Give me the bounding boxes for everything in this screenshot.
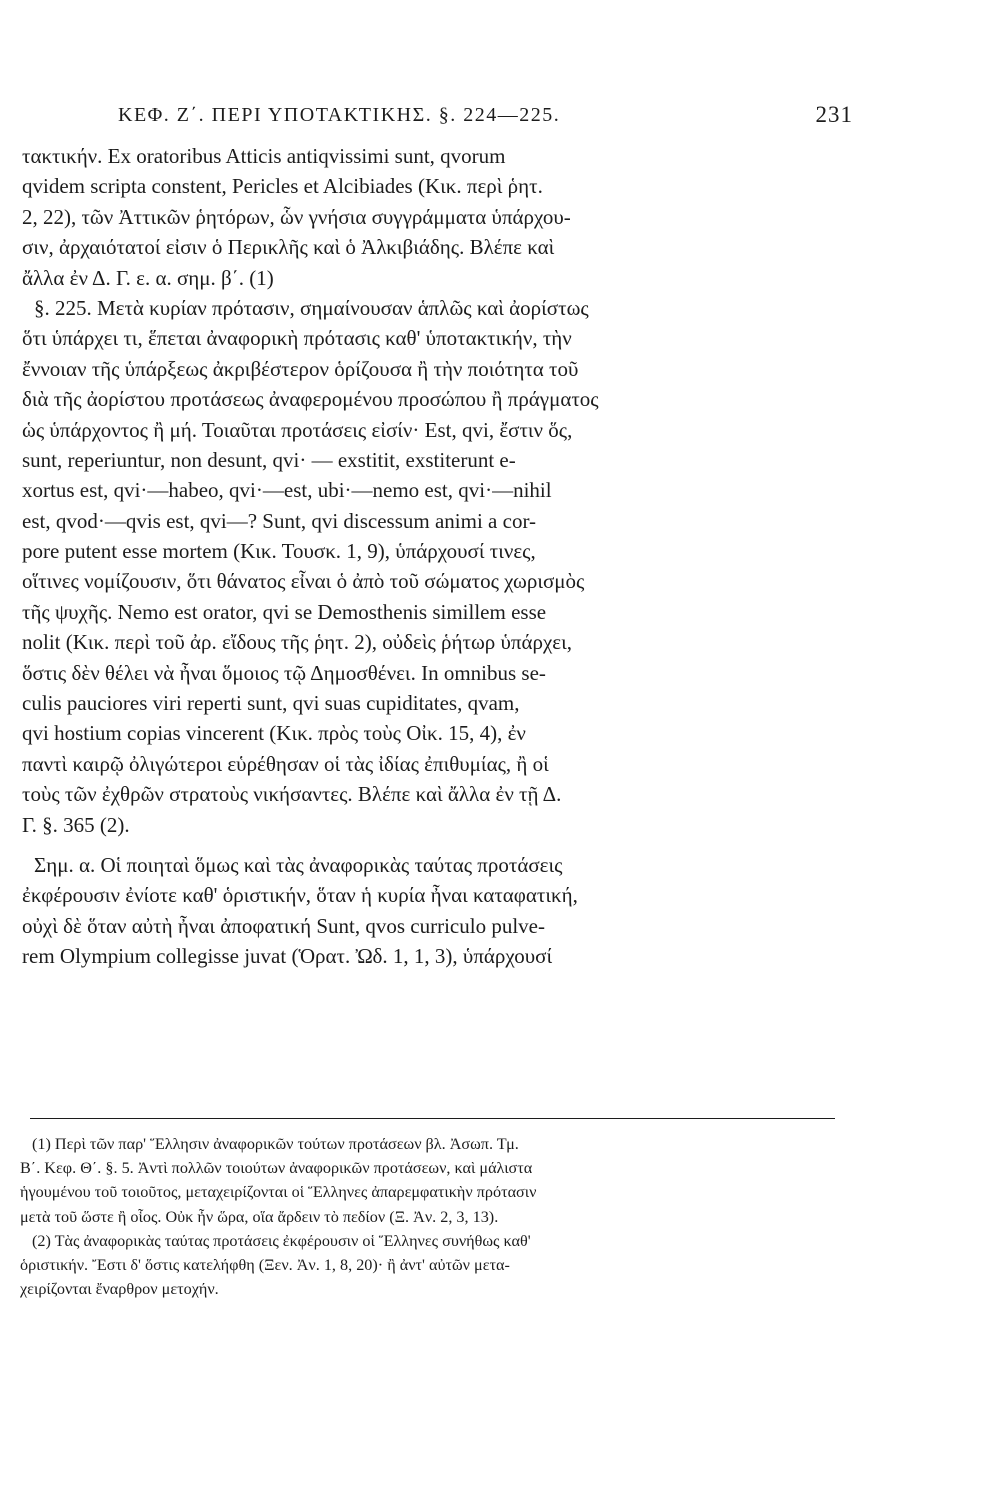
text-line: ὡς ὑπάρχοντος ἢ μή. Τοιαῦται προτάσεις εἰσίν· Est, qvi, ἔστιν ὅς, bbox=[22, 417, 573, 442]
text-line: σιν, ἀρχαιότατοί εἰσιν ὁ Περικλῆς καὶ ὁ Ἀλκιβιάδης. Βλέπε καὶ bbox=[22, 235, 555, 260]
footnote-2: (2) Τὰς ἀναφορικὰς ταύτας προτάσεις ἐκφέρουσιν οἱ Ἕλληνες συνήθως καθ' bbox=[32, 1231, 531, 1250]
page-header bbox=[118, 100, 853, 136]
remark-line: οὐχὶ δὲ ὅταν αὐτὴ ἦναι ἀποφατική Sunt, qvos curriculo pulve- bbox=[22, 913, 545, 938]
footnotes bbox=[20, 1132, 850, 1301]
footnote-line: ὁριστικήν. Ἔστι δ' ὅστις κατελήφθη (Ξεν. Ἀν. 1, 8, 20)· ἢ ἀντ' αὐτῶν μετα- bbox=[20, 1255, 510, 1274]
text-line: οἵτινες νομίζουσιν, ὅτι θάνατος εἶναι ὁ ἀπὸ τοῦ σώματος χωρισμὸς bbox=[22, 569, 585, 594]
running-title: ΚΕΦ. Ζ΄. ΠΕΡΙ ΥΠΟΤΑΚΤΙΚΗΣ. §. 224—225. bbox=[118, 104, 561, 126]
footnote-line: ἡγουμένου τοῦ τοιοῦτος, μεταχειρίζονται οἱ Ἕλληνες ἀπαρεμφατικὴν πρότασιν bbox=[20, 1183, 537, 1202]
text-line: ἄλλα ἐν Δ. Γ. ε. α. σημ. β΄. (1) bbox=[22, 265, 274, 290]
text-line: Γ. §. 365 (2). bbox=[22, 812, 130, 837]
text-line: 2, 22), τῶν Ἀττικῶν ῥητόρων, ὧν γνήσια συγγράμματα ὑπάρχου- bbox=[22, 204, 571, 229]
footnote-divider bbox=[30, 1118, 835, 1119]
text-line: ὅστις δὲν θέλει νὰ ἦναι ὅμοιος τῷ Δημοσθένει. In omnibus se- bbox=[22, 660, 546, 685]
text-line: qvidem scripta constent, Pericles et Alcibiades (Κικ. περὶ ῥητ. bbox=[22, 174, 543, 199]
text-line: ὅτι ὑπάρχει τι, ἕπεται ἀναφορικὴ πρότασις καθ' ὑποτακτικήν, τὴν bbox=[22, 326, 572, 351]
text-line: xortus est, qvi·—habeo, qvi·—est, ubi·—nemo est, qvi·—nihil bbox=[22, 478, 552, 503]
text-line: pore putent esse mortem (Κικ. Τουσκ. 1, 9), ὑπάρχουσί τινες, bbox=[22, 539, 536, 564]
text-line: τακτικήν. Ex oratoribus Atticis antiqvissimi sunt, qvorum bbox=[22, 144, 506, 168]
text-line: τῆς ψυχῆς. Nemo est orator, qvi se Demosthenis simillem esse bbox=[22, 599, 547, 624]
page-number: 231 bbox=[815, 102, 853, 127]
text-line: est, qvod·—qvis est, qvi—? Sunt, qvi discessum animi a cor- bbox=[22, 508, 537, 533]
main-text bbox=[22, 141, 840, 972]
section-225-start: §. 225. Μετὰ κυρίαν πρότασιν, σημαίνουσαν ἁπλῶς καὶ ἀορίστως bbox=[34, 295, 589, 320]
text-line: culis pauciores viri reperti sunt, qvi suas cupiditates, qvam, bbox=[22, 691, 520, 716]
footnote-1: (1) Περὶ τῶν παρ' Ἕλλησιν ἀναφορικῶν τούτων προτάσεων βλ. Ἀσωπ. Τμ. bbox=[32, 1135, 519, 1153]
text-line: qvi hostium copias vincerent (Κικ. πρὸς τοὺς Οἰκ. 15, 4), ἐν bbox=[22, 721, 526, 746]
remark-line: Σημ. α. Οἱ ποιηταὶ ὅμως καὶ τὰς ἀναφορικὰς ταύτας προτάσεις bbox=[34, 852, 563, 877]
footnote-line: μετὰ τοῦ ὥστε ἢ οἷος. Οὐκ ἦν ὥρα, οἵα ἄρδειν τὸ πεδίον (Ξ. Ἀν. 2, 3, 13). bbox=[20, 1207, 499, 1226]
text-line: τοὺς τῶν ἐχθρῶν στρατοὺς νικήσαντες. Βλέπε καὶ ἄλλα ἐν τῇ Δ. bbox=[22, 782, 562, 807]
text-line: ἔννοιαν τῆς ὑπάρξεως ἀκριβέστερον ὁρίζουσα ἢ τὴν ποιότητα τοῦ bbox=[22, 356, 579, 381]
text-line: nolit (Κικ. περὶ τοῦ ἀρ. εἴδους τῆς ῥητ. 2), οὐδεὶς ῥήτωρ ὑπάρχει, bbox=[22, 630, 573, 655]
remark-line: ἐκφέρουσιν ἐνίοτε καθ' ὁριστικήν, ὅταν ἡ κυρία ἦναι καταφατική, bbox=[22, 883, 578, 908]
footnote-line: Β΄. Κεφ. Θ΄. §. 5. Ἀντὶ πολλῶν τοιούτων ἀναφορικῶν προτάσεων, καὶ μάλιστα bbox=[20, 1159, 533, 1178]
text-line: παντὶ καιρῷ ὀλιγώτεροι εὑρέθησαν οἱ τὰς ἰδίας ἐπιθυμίας, ἢ οἱ bbox=[22, 751, 549, 776]
footnote-line: χειρίζονται ἔναρθρον μετοχήν. bbox=[20, 1280, 219, 1299]
remark-line: rem Olympium collegisse juvat (Ὁρατ. Ὠδ. 1, 1, 3), ὑπάρχουσί bbox=[22, 944, 553, 969]
text-line: διὰ τῆς ἀορίστου προτάσεως ἀναφερομένου προσώπου ἢ πράγματος bbox=[22, 387, 599, 412]
text-line: sunt, reperiuntur, non desunt, qvi· — exstitit, exstiterunt e- bbox=[22, 447, 516, 472]
